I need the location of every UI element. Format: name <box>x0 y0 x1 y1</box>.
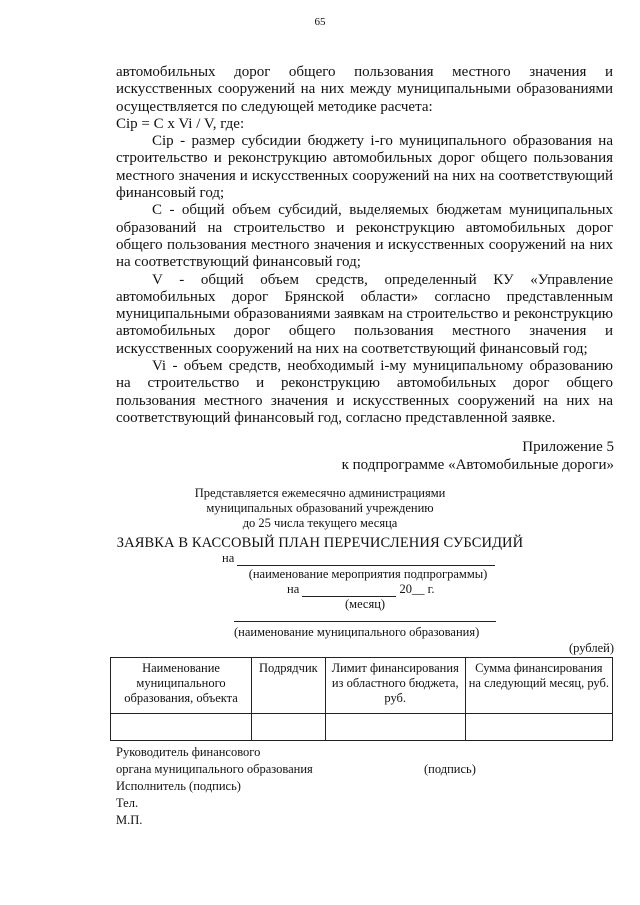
page-number: 65 <box>314 16 326 28</box>
signature-block <box>116 744 313 829</box>
event-fill-line[interactable] <box>237 552 495 566</box>
head-signature-label: (подпись) <box>424 762 476 776</box>
units-label: (рублей) <box>568 641 614 655</box>
submission-note-line3: до 25 числа текущего месяца <box>242 516 398 530</box>
month-on-label: на <box>287 582 300 596</box>
head-title-line1: Руководитель финансового <box>116 745 261 759</box>
paragraph-v-definition: V - общий объем средств, определенный КУ «Управление автомобильных дорог Брянской области» согласно представленным муниципальными образованиями заявкам на строительство и реконструкцию автомобильных дорог общего пользования местного значения и искусственных сооружений на них на соответствующий финансовый год; <box>116 271 613 357</box>
table-cell-limit[interactable] <box>325 714 465 741</box>
stamp-line: М.П. <box>116 813 143 827</box>
paragraph-vi-definition: Vi - объем средств, необходимый i-му муниципальному образованию на строительство и реконструкцию автомобильных дорог общего пользования местного значения и искусственных сооружений на них на соответствующий финансовый год, согласно представленной заявке. <box>116 358 613 426</box>
phone-line: Тел. <box>116 796 139 810</box>
methodology-text <box>116 64 613 427</box>
subsidy-request-table <box>110 657 613 741</box>
executor-line: Исполнитель (подпись) <box>116 779 241 793</box>
municipality-caption: (наименование муниципального образования) <box>234 625 480 639</box>
event-caption: (наименование мероприятия подпрограммы) <box>248 567 488 581</box>
table-row <box>111 714 613 741</box>
paragraph-cip-definition: Сip - размер субсидии бюджету i-го муниципального образования на строительство и реконструкцию автомобильных дорог общего пользования местного значения и искусственных сооружений на них на соответствующий финансовый год; <box>116 133 613 202</box>
column-header-next-month: Сумма финансирования на следующий месяц, руб. <box>465 658 612 714</box>
column-header-municipality: Наименование муниципального образования, объекта <box>111 658 252 714</box>
submission-note-line1: Представляется ежемесячно администрациями <box>194 486 446 500</box>
head-title-line2: органа муниципального образования <box>116 762 313 776</box>
column-header-limit: Лимит финансирования из областного бюджета, руб. <box>325 658 465 714</box>
month-caption: (месяц) <box>345 597 386 611</box>
month-fill-line[interactable] <box>302 583 396 597</box>
paragraph-c-definition: С - общий объем субсидий, выделяемых бюджетам муниципальных образований на строительство и реконструкцию автомобильных дорог общего пользования местного значения и искусственных сооружений на них на соответствующий финансовый год; <box>116 202 613 271</box>
year-text: 20__ г. <box>399 582 435 596</box>
submission-note-line2: муниципальных образований учреждению <box>206 501 434 515</box>
event-on-label: на <box>222 551 235 565</box>
table-cell-next-month[interactable] <box>465 714 612 741</box>
table-cell-contractor[interactable] <box>252 714 326 741</box>
appendix-number: Приложение 5 <box>522 439 614 455</box>
column-header-contractor: Подрядчик <box>252 658 326 714</box>
appendix-header <box>342 438 614 474</box>
appendix-subprogram: к подпрограмме «Автомобильные дороги» <box>341 457 614 473</box>
form-title: ЗАЯВКА В КАССОВЫЙ ПЛАН ПЕРЕЧИСЛЕНИЯ СУБСИДИЙ <box>116 535 524 551</box>
submission-note <box>0 486 640 531</box>
table-header-row <box>111 658 613 714</box>
month-line <box>287 582 434 597</box>
paragraph-intro: автомобильных дорог общего пользования местного значения и искусственных сооружений на них между муниципальными образованиями осуществляется по следующей методике расчета: <box>116 64 613 115</box>
formula: Сip = C x Vi / V, где: <box>116 115 245 132</box>
table-cell-municipality[interactable] <box>111 714 252 741</box>
event-line <box>222 551 495 566</box>
municipality-fill-line[interactable] <box>234 609 496 622</box>
